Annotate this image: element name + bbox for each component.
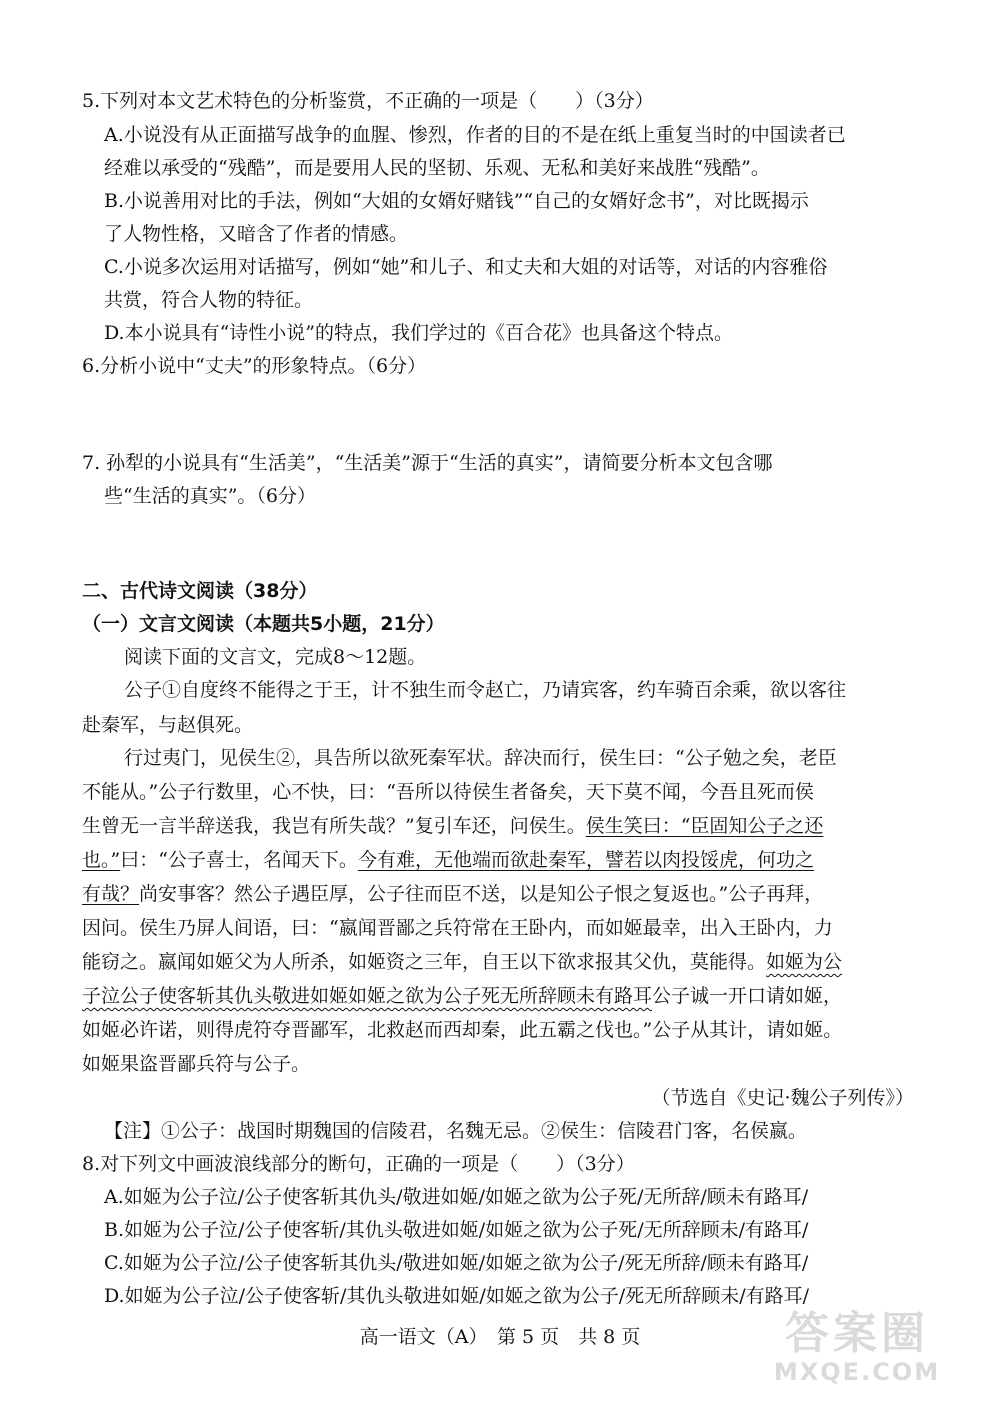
q5-option-b-line1: B.小说善用对比的手法，例如“大姐的女婿好赌钱”“自己的女婿好念书”，对比既揭示	[104, 190, 809, 212]
underlined-sentence: 也。”	[82, 849, 121, 871]
q8-option-c: C.如姬为公子泣/公子使客斩其仇头/敬进如姬/如姬之欲为公子/死无所辞/顾未有路耳/	[104, 1252, 809, 1274]
passage-text: 尚安事客？然公子遇臣厚，公子往而臣不送，以是知公子恨之复返也。”公子再拜，	[139, 883, 824, 905]
q8-stem: 8.对下列文中画波浪线部分的断句，正确的一项是（ ）（3分）	[82, 1153, 635, 1175]
q5-option-a-line1: A.小说没有从正面描写战争的血腥、惨烈，作者的目的不是在纸上重复当时的中国读者已	[104, 124, 846, 146]
watermark-logo	[752, 1310, 962, 1390]
wavy-underlined-text: 子泣公子使客斩其仇头敬进如姬如姬之欲为公子死无所辞顾未有路耳	[82, 985, 653, 1007]
wavy-underlined-text: 如姬为公	[766, 951, 843, 973]
instruction: 阅读下面的文言文，完成8～12题。	[124, 646, 427, 668]
subsection-title: （一）文言文阅读（本题共5小题，21分）	[82, 613, 445, 635]
q5-option-b-line2: 了人物性格，又暗含了作者的情感。	[104, 223, 409, 245]
q5-option-a-line2: 经难以承受的“残酷”，而是要用人民的坚韧、乐观、无私和美好来战胜“残酷”。	[104, 157, 770, 179]
passage-source: （节选自《史记·魏公子列传》）	[651, 1087, 914, 1109]
passage-p2-line5	[82, 881, 823, 907]
passage-text: 能窃之。嬴闻如姬父为人所杀，如姬资之三年，自王以下欲求报其父仇，莫能得。	[82, 951, 767, 973]
passage-text: 曰：“公子喜士，名闻天下。	[120, 849, 358, 871]
underlined-sentence: 今有难，无他端而欲赴秦军，譬若以肉投馁虎，何功之	[357, 849, 814, 871]
underlined-sentence: 侯生笑曰：“臣固知公子之还	[585, 815, 824, 837]
passage-p1-line1: 公子①自度终不能得之于王，计不独生而令赵亡，乃请宾客，约车骑百余乘，欲以客往	[124, 679, 847, 701]
q6-stem: 6.分析小说中“丈夫”的形象特点。（6分）	[82, 355, 427, 377]
passage-p2-line6: 因问。侯生乃屏人间语，曰：“嬴闻晋鄙之兵符常在王卧内，而如姬最幸，出入王卧内，力	[82, 917, 833, 939]
q5-option-c-line1: C.小说多次运用对话描写，例如“她”和儿子、和丈夫和大姐的对话等，对话的内容雅俗	[104, 256, 828, 278]
passage-p2-line4	[82, 847, 814, 873]
q7-stem-line1: 7. 孙犁的小说具有“生活美”，“生活美”源于“生活的真实”，请简要分析本文包含哪	[82, 452, 773, 474]
annotation-note: 【注】①公子：战国时期魏国的信陵君，名魏无忌。②侯生：信陵君门客，名侯嬴。	[104, 1120, 808, 1142]
passage-p2-line3	[82, 813, 823, 839]
q8-option-a: A.如姬为公子泣/公子使客斩其仇头/敬进如姬/如姬之欲为公子死/无所辞/顾未有路耳/	[104, 1186, 809, 1208]
q5-stem: 5.下列对本文艺术特色的分析鉴赏，不正确的一项是（ ）（3分）	[82, 90, 654, 112]
q8-option-b: B.如姬为公子泣/公子使客斩/其仇头敬进如姬/如姬之欲为公子死/无所辞顾未/有路耳/	[104, 1219, 809, 1241]
passage-p2-line2: 不能从。”公子行数里，心不快，曰：“吾所以待侯生者备矣，天下莫不闻，今吾且死而侯	[82, 781, 814, 803]
watermark-url: MXQE.COM	[773, 1358, 941, 1386]
passage-p2-line9: 如姬必许诺，则得虎符夺晋鄙军，北救赵而西却秦，此五霸之伐也。”公子从其计，请如姬。	[82, 1019, 843, 1041]
q5-option-d: D.本小说具有“诗性小说”的特点，我们学过的《百合花》也具备这个特点。	[104, 322, 734, 344]
passage-p2-line8	[82, 983, 842, 1009]
underlined-sentence: 有哉？	[82, 883, 140, 905]
passage-p2-line1: 行过夷门，见侯生②，具告所以欲死秦军状。辞决而行，侯生曰：“公子勉之矣，老臣	[124, 747, 837, 769]
passage-text: 公子诚一开口请如姬，	[652, 985, 843, 1007]
passage-p2-line10: 如姬果盗晋鄙兵符与公子。	[82, 1053, 311, 1075]
page-footer: 高一语文（A） 第 5 页 共 8 页	[359, 1326, 641, 1348]
watermark-text: 答案圈	[785, 1308, 929, 1359]
q7-stem-line2: 些“生活的真实”。（6分）	[104, 485, 317, 507]
q8-option-d: D.如姬为公子泣/公子使客斩/其仇头敬进如姬/如姬之欲为公子/死无所辞顾未/有路耳/	[104, 1285, 810, 1307]
passage-p2-line7	[82, 949, 842, 975]
q5-option-c-line2: 共赏，符合人物的特征。	[104, 289, 314, 311]
passage-p1-line2: 赴秦军，与赵俱死。	[82, 714, 254, 736]
passage-text: 生曾无一言半辞送我，我岂有所失哉？”复引车还，问侯生。	[82, 815, 586, 837]
section-title: 二、古代诗文阅读（38分）	[82, 580, 318, 602]
